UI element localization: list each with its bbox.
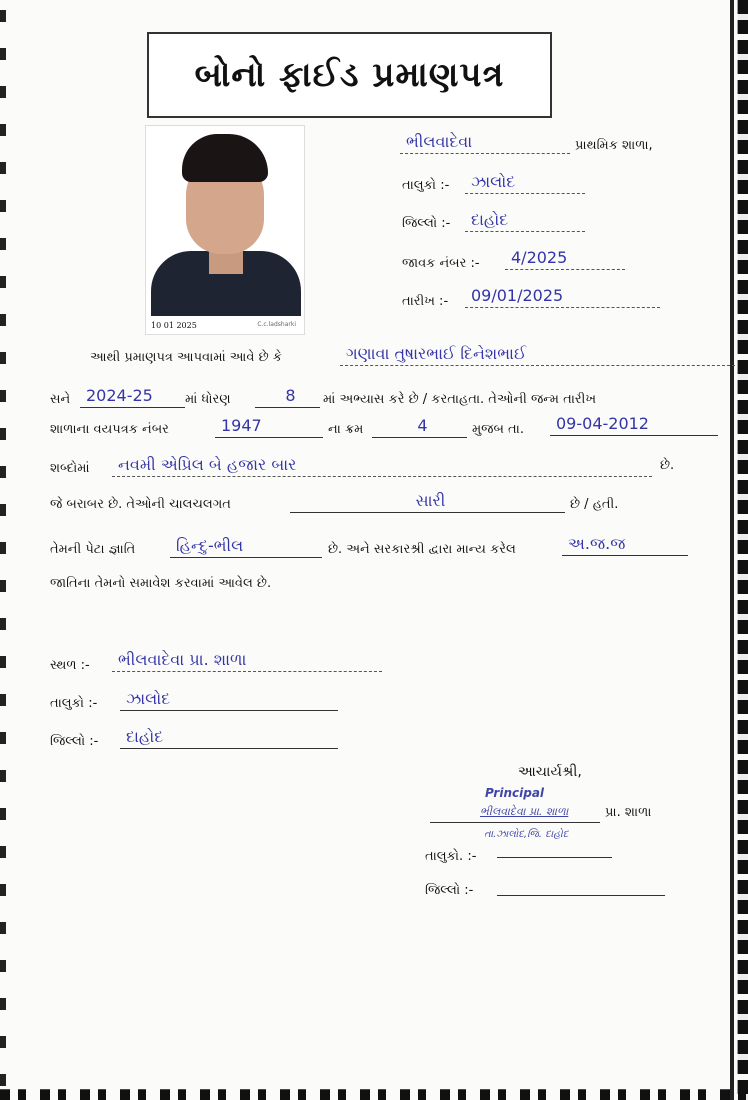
standard-field: 8 bbox=[255, 386, 320, 408]
photo-signature: C.c.ladsharki bbox=[257, 321, 296, 328]
body-line5-b: છે / હતી. bbox=[570, 497, 619, 512]
certificate-title: બોનો ફાઈડ પ્રમાણપત્ર bbox=[194, 55, 505, 95]
place-value: ભીલવાદેવા પ્રા. શાળા bbox=[112, 650, 382, 672]
place-taluka-label: તાલુકો :- bbox=[50, 696, 98, 711]
certificate-title-box bbox=[147, 32, 552, 118]
body-line2-c: માં અભ્યાસ કરે છે / કરતાહતા. તેઓની જન્મ તારીખ bbox=[323, 392, 597, 407]
header-taluka-label: તાલુકો :- bbox=[402, 178, 450, 193]
category-field: અ.જ.જ bbox=[562, 534, 688, 556]
body-line4-a: શબ્દોમાં bbox=[50, 461, 90, 476]
outward-no-label: જાવક નંબર :- bbox=[402, 256, 480, 271]
school-signature-line bbox=[430, 822, 600, 823]
body-line6-b: છે. અને સરકારશ્રી દ્વારા માન્ય કરેલ bbox=[328, 542, 516, 557]
caste-field: હિન્દુ-ભીલ bbox=[170, 536, 322, 558]
signature-taluka-line bbox=[497, 857, 612, 858]
register-no-field: 1947 bbox=[215, 416, 323, 438]
principal-label: આચાર્યશ્રી, bbox=[518, 764, 582, 780]
signature-district-line bbox=[497, 895, 665, 896]
outward-no-value: 4/2025 bbox=[505, 248, 625, 270]
serial-field: 4 bbox=[372, 416, 467, 438]
right-border-line bbox=[730, 0, 734, 1100]
header-district-value: દાહોદ bbox=[465, 210, 585, 232]
place-label: સ્થળ :- bbox=[50, 658, 90, 673]
principal-signature: Principal bbox=[485, 786, 545, 800]
body-line2-b: માં ધોરણ bbox=[185, 392, 231, 407]
place-district-label: જિલ્લો :- bbox=[50, 734, 99, 749]
signature-district-label: જિલ્લો :- bbox=[425, 883, 474, 898]
header-taluka-value: ઝાલોદ bbox=[465, 172, 585, 194]
student-name-field: ગણાવા તુષારભાઈ દિનેશભાઈ bbox=[340, 344, 735, 366]
body-line3-a: શાળાના વયપત્રક નંબર bbox=[50, 422, 169, 437]
header-district-label: જિલ્લો :- bbox=[402, 216, 451, 231]
dob-words-field: નવમી એપ્રિલ બે હજાર બાર bbox=[112, 455, 652, 477]
year-field: 2024-25 bbox=[80, 386, 185, 408]
bottom-decorative-border bbox=[0, 1082, 748, 1100]
place-district-value: દાહોદ bbox=[120, 727, 338, 749]
photo-date: 10 01 2025 bbox=[151, 321, 197, 330]
student-photo bbox=[145, 125, 305, 335]
body-line4-b: છે. bbox=[660, 458, 675, 473]
body-line3-c: મુજબ તા. bbox=[472, 422, 524, 437]
school-name-field: ભીલવાદેવા bbox=[400, 132, 570, 154]
stamp-address: તા.ઝાલોદ,જિ. દાહોદ bbox=[484, 829, 569, 840]
body-line1-prefix: આથી પ્રમાણપત્ર આપવામાં આવે છે કે bbox=[90, 350, 282, 365]
dob-field: 09-04-2012 bbox=[550, 414, 718, 436]
body-line2-a: સને bbox=[50, 392, 71, 407]
school-suffix: પ્રાથમિક શાળા, bbox=[575, 138, 653, 153]
header-date-label: તારીખ :- bbox=[402, 294, 449, 309]
body-line7: જાતિના તેમનો સમાવેશ કરવામાં આવેલ છે. bbox=[50, 576, 272, 591]
signature-school-suffix: પ્રા. શાળા bbox=[605, 805, 652, 820]
header-date-value: 09/01/2025 bbox=[465, 286, 660, 308]
place-taluka-value: ઝાલોદ bbox=[120, 689, 338, 711]
body-line6-a: તેમની પેટા જ્ઞાતિ bbox=[50, 542, 136, 557]
body-line5-a: જે બરાબર છે. તેઓની ચાલચલગત bbox=[50, 497, 231, 512]
left-decorative-border bbox=[0, 0, 14, 1100]
photo-hair bbox=[182, 134, 268, 182]
body-line3-b: ના ક્રમ bbox=[328, 422, 364, 437]
signature-taluka-label: તાલુકો. :- bbox=[425, 849, 477, 864]
conduct-field: સારી bbox=[290, 491, 565, 513]
right-decorative-border bbox=[722, 0, 748, 1100]
stamp-school-name: ભીલવાદેવા પ્રા. શાળા bbox=[480, 805, 569, 818]
